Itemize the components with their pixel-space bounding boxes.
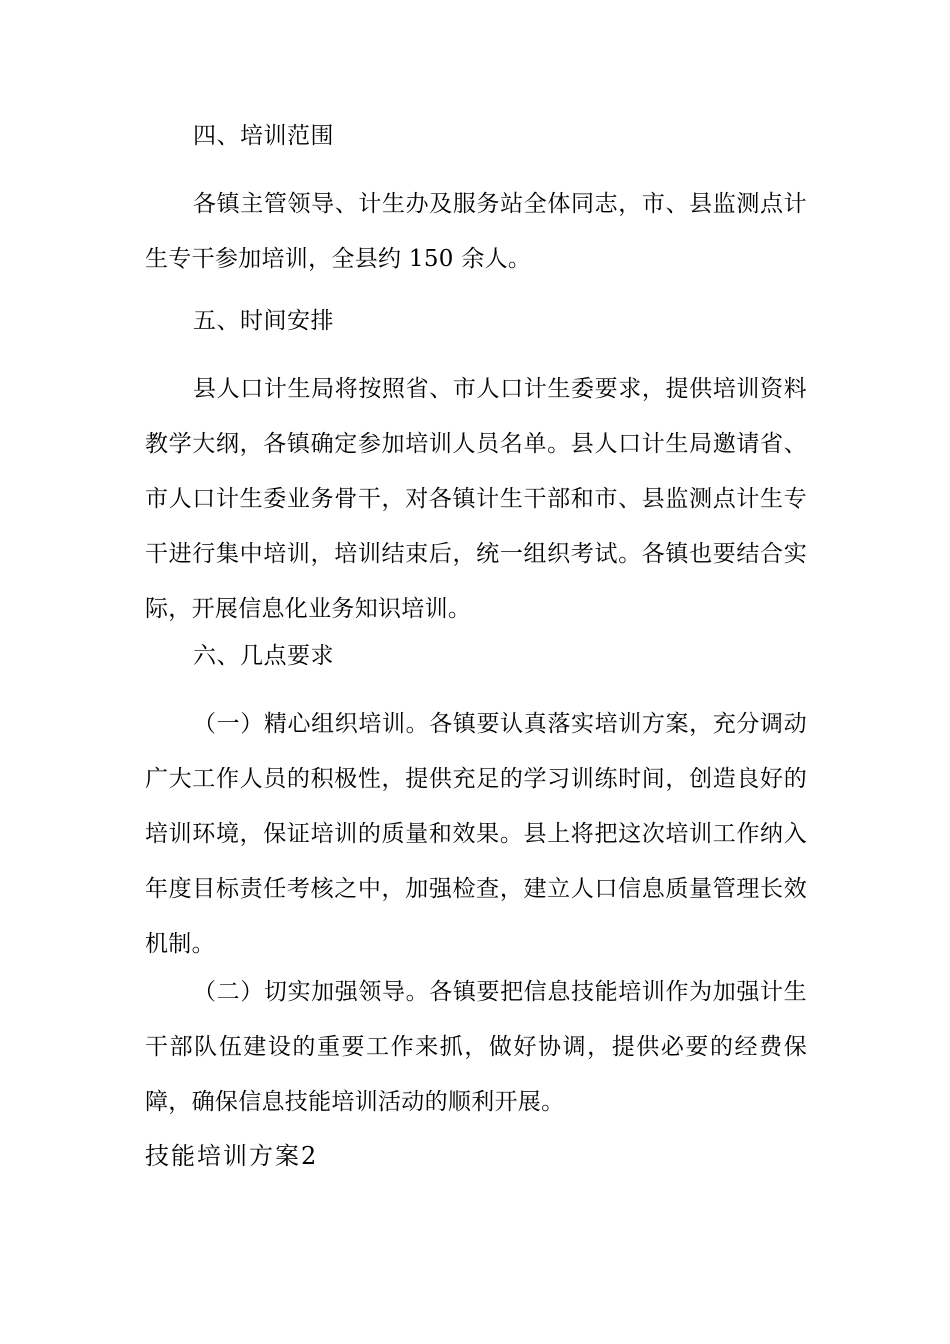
paragraph-schedule: 县人口计生局将按照省、市人口计生委要求，提供培训资料教学大纲，各镇确定参加培训人员名单。县人口计生局邀请省、市人口计生委业务骨干，对各镇计生干部和市、县监测点计生专干进行集中培训，培训结束后，统一组织考试。各镇也要结合实际，开展信息化业务知识培训。 [145, 376, 807, 622]
section-heading-requirements: 六、几点要求 [193, 643, 334, 669]
paragraph-scope: 各镇主管领导、计生办及服务站全体同志，市、县监测点计生专干参加培训，全县约 150 余人。 [145, 191, 807, 272]
paragraph-requirement-2: （二）切实加强领导。各镇要把信息技能培训作为加强计生干部队伍建设的重要工作来抓，做好协调，提供必要的经费保障，确保信息技能培训活动的顺利开展。 [145, 979, 807, 1115]
section-heading-schedule: 五、时间安排 [193, 308, 334, 334]
paragraph-requirement-1: （一）精心组织培训。各镇要认真落实培训方案，充分调动广大工作人员的积极性，提供充足的学习训练时间，创造良好的培训环境，保证培训的质量和效果。县上将把这次培训工作纳入年度目标责任考核之中，加强检查，建立人口信息质量管理长效机制。 [145, 711, 807, 957]
next-document-title: 技能培训方案2 [145, 1142, 319, 1170]
section-heading-scope: 四、培训范围 [193, 123, 334, 149]
